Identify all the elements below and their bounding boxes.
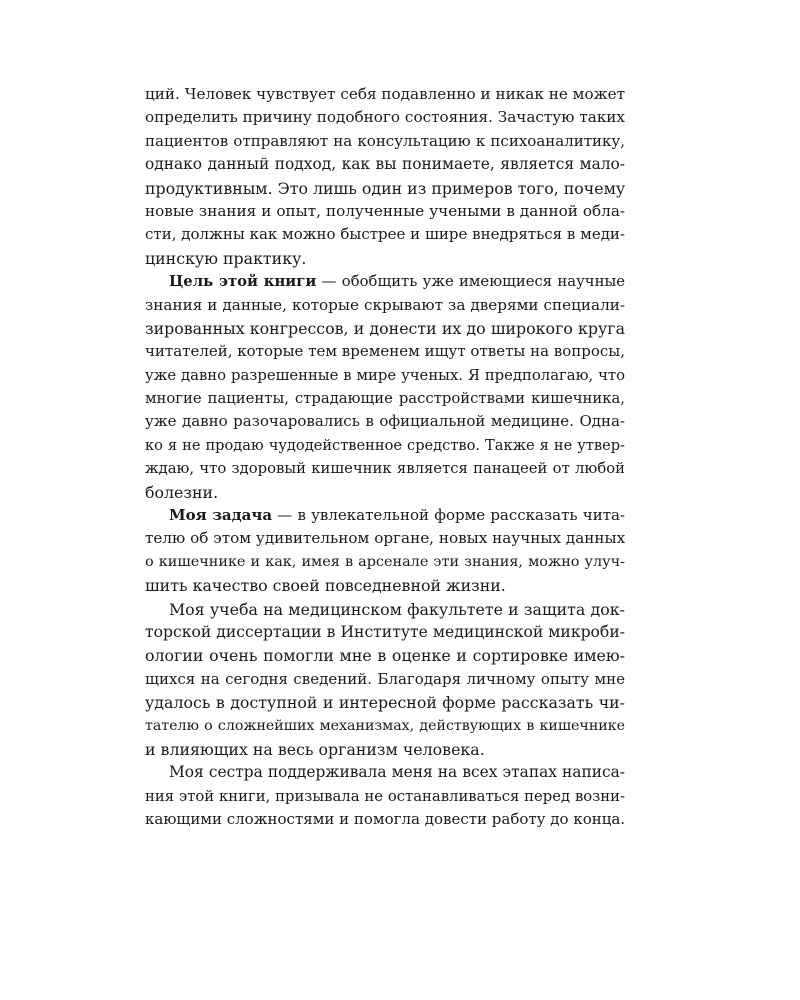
text-line <box>145 410 625 433</box>
paragraph-p5 <box>145 761 625 831</box>
text-line <box>145 504 625 527</box>
line-text: сти, должны как можно быстрее и шире внедряться в меди- <box>145 225 625 244</box>
line-text: зированных конгрессов, и донести их до широкого круга <box>145 318 625 338</box>
paragraph-p4 <box>145 598 625 762</box>
line-text: новые знания и опыт, полученные учеными в данной обла- <box>145 201 625 220</box>
text-line <box>145 200 625 223</box>
paragraph-p3 <box>145 504 625 598</box>
bold-lead-phrase: Моя задача <box>169 506 273 525</box>
text-line <box>145 761 625 784</box>
line-text: болезни. <box>145 482 219 502</box>
body-text <box>145 83 625 832</box>
paragraph-p2 <box>145 270 625 504</box>
line-text: продуктивным. Это лишь один из примеров того, почему <box>145 178 625 198</box>
text-line <box>145 621 625 644</box>
text-line <box>145 387 625 410</box>
line-text: многие пациенты, страдающие расстройствами кишечника, <box>145 390 625 408</box>
text-line <box>145 317 625 340</box>
text-line <box>145 785 625 808</box>
line-text: ологии очень помогли мне в оценке и сортировке имею- <box>145 646 625 666</box>
text-line <box>145 481 625 504</box>
text-line <box>145 598 625 621</box>
line-text: удалось в доступной и интересной форме рассказать чи- <box>145 693 625 713</box>
text-line <box>145 106 625 129</box>
line-text: тателю о сложнейших механизмах, действующих в кишечнике <box>145 717 625 734</box>
line-text: телю об этом удивительном органе, новых научных данных <box>145 529 625 548</box>
line-text: читателей, которые тем временем ищут ответы на вопросы, <box>145 342 625 361</box>
text-line <box>145 551 625 574</box>
line-text: уже давно разрешенные в мире ученых. Я предполагаю, что <box>145 366 625 384</box>
line-text: ций. Человек чувствует себя подавленно и никак не может <box>145 85 625 103</box>
text-line <box>145 668 625 691</box>
line-text: и влияющих на весь организм человека. <box>145 739 485 759</box>
paragraph-p1 <box>145 83 625 270</box>
text-line <box>145 808 625 831</box>
text-line <box>145 247 625 270</box>
line-text: Моя учеба на медицинском факультете и защита док- <box>169 599 625 619</box>
bold-lead-phrase: Цель этой книги <box>169 273 317 291</box>
line-text: цинскую практику. <box>145 248 307 268</box>
line-text: уже давно разочаровались в официальной медицине. Одна- <box>145 412 625 431</box>
line-text: о кишечнике и как, имея в арсенале эти знания, можно улуч- <box>145 553 625 570</box>
text-line <box>145 223 625 246</box>
text-line <box>145 294 625 317</box>
text-line <box>145 83 625 106</box>
text-line <box>145 434 625 457</box>
text-line <box>145 130 625 153</box>
line-text: кающими сложностями и помогла довести работу до конца. <box>145 810 625 829</box>
text-line <box>145 715 625 738</box>
line-text: шить качество своей повседневной жизни. <box>145 576 506 596</box>
text-line <box>145 527 625 550</box>
text-line <box>145 177 625 200</box>
line-text: ко я не продаю чудодейственное средство. Также я не утвер- <box>145 436 625 454</box>
line-text: торской диссертации в Институте медицинской микроби- <box>145 622 625 641</box>
text-line <box>145 574 625 597</box>
text-line <box>145 364 625 387</box>
text-line <box>145 644 625 667</box>
text-line <box>145 738 625 761</box>
line-text: ния этой книги, призывала не останавливаться перед возни- <box>145 787 625 805</box>
line-text: ждаю, что здоровый кишечник является панацеей от любой <box>145 460 625 478</box>
line-text: Моя сестра поддерживала меня на всех этапах написа- <box>169 763 625 782</box>
line-text: пациентов отправляют на консультацию к психоаналитику, <box>145 131 625 150</box>
line-text: — в увлекательной форме рассказать чита- <box>272 506 625 525</box>
text-line <box>145 340 625 363</box>
line-text: определить причину подобного состояния. Зачастую таких <box>145 108 625 127</box>
line-text: однако данный подход, как вы понимаете, является мало- <box>145 155 625 174</box>
line-text: щихся на сегодня сведений. Благодаря личному опыту мне <box>145 669 625 688</box>
line-text: — обобщить уже имеющиеся научные <box>316 273 625 291</box>
text-line <box>145 691 625 714</box>
text-line <box>145 153 625 176</box>
text-line <box>145 457 625 480</box>
line-text: знания и данные, которые скрывают за дверями специали- <box>145 295 625 314</box>
text-line <box>145 270 625 293</box>
